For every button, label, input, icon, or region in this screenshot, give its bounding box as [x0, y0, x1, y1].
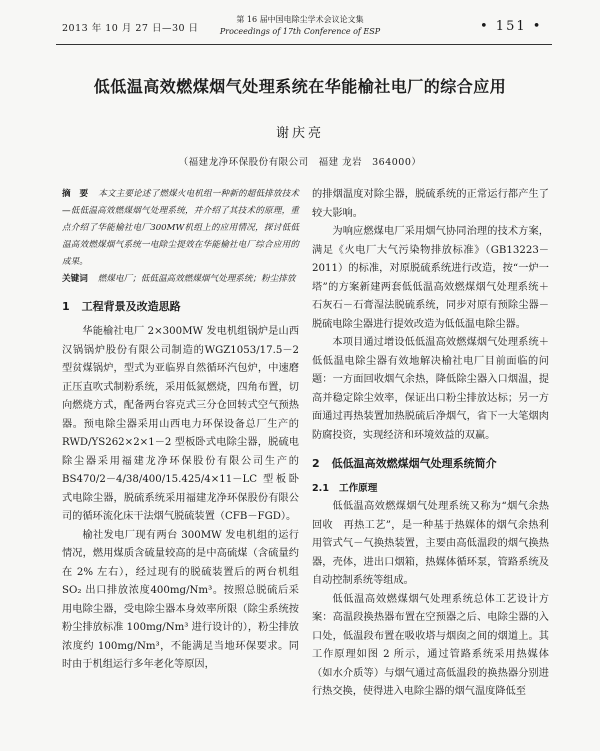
paper-author: 谢庆亮	[275, 126, 324, 141]
subsection-2-1-heading	[312, 480, 549, 494]
section-1-paragraph: 华能榆社电厂 2×300MW 发电机组锅炉是山西汉锅锅炉股份有限公司制造的WGZ1053/17.5－2 型贫煤锅炉，型式为亚临界自然循环汽包炉，中速磨正压直吹式制粉系统，采用低氮燃烧，四角布置，切向燃烧方式，配备两台容克式三分仓回转式空气预热器。预电除尘器采用山西电力环保设备总厂生产的 RWD/YS262×2×1－2 型板卧式电除尘器，脱硫电除尘器采用福建龙净环保股份有限公司生产的 BS470/2－4/38/400/15.425/4×11－LC 型板卧式电除尘器，脱硫系统采用福建龙净环保股份有限公司的循环流化床干法烟气脱硫装置（CFB－FGD）。	[62, 326, 299, 522]
abstract-label: 摘 要	[62, 189, 89, 199]
body-paragraph: 本项目通过增设低低温高效燃煤烟气处理系统＋低低温电除尘器有效地解决榆社电厂目前面临的问题：一方面回收烟气余热，降低除尘器入口烟温，提高并稳定除尘效率，保证出口粉尘排放达标；另一方面通过再热装置加热脱硫后净烟气，省下一大笔烟肉防腐投资，实现经济和环境效益的双赢。	[312, 337, 549, 441]
abstract-text: 本文主要论述了燃煤火电机组一种新的超低排放技术—低低温高效燃煤烟气处理系统，并介绍了其技术的原理，重点介绍了华能榆社电厂300MW机组上的应用情况，探讨低低温高效燃煤烟气系统一电除尘提效在华能榆社电厂综合应用的成果。	[62, 189, 299, 267]
paper-title: 低低温高效燃煤烟气处理系统在华能榆社电厂的综合应用	[93, 77, 507, 96]
proceedings-title-cn: 第 16 届中国电除尘学术会议论文集	[236, 15, 364, 24]
section-2-heading	[312, 455, 549, 471]
header-rule	[56, 44, 552, 45]
section-2-paragraph: 低低温高效燃煤烟气处理系统又称为“烟气余热回收 再热工艺”，是一种基于热媒体的烟气余热利用管式气－气换热装置，主要由高低温段的烟气换热器，壳体，进出口烟箱，热媒体循环泵，管路系统及自动控制系统等组成。	[312, 501, 549, 586]
keywords-label: 关键词	[62, 274, 88, 284]
subsection-2-1-title: 工作原理	[339, 483, 378, 494]
section-1-paragraph: 榆社发电厂现有两台 300MW 发电机组的运行情况，燃用煤质含硫量较高的是中高硫煤（含硫量约在 2% 左右），经过现有的脱硫装置后的两台机组 SO₂ 出口排放浓度400mg/Nm³。按照总脱硫后采用电除尘器，受电除尘器本身效率所限（除尘系统按粉尘排放标准 100mg/Nm³ 进行设计的），粉尘排放浓度约 100mg/Nm³，不能满足当地环保要求。同时由于机组运行多年老化等原因，	[62, 529, 299, 670]
proceedings-title-en: Proceedings of 17th Conference of ESP	[219, 27, 381, 36]
page-header	[0, 0, 600, 44]
page-number: • 151 •	[480, 19, 543, 34]
section-1-heading	[62, 298, 299, 314]
abstract	[62, 186, 299, 271]
section-1-title: 工程背景及改造思路	[81, 300, 181, 313]
section-2-paragraph: 低低温高效燃煤烟气处理系统总体工艺设计方案：高温段换热器布置在空预器之后、电除尘器的入口处，低温段布置在吸收塔与烟囱之间的烟道上。其工作原理如图 2 所示，通过管路系统采用热媒体（如水介质等）与烟气通过高低温段的换热器分别进行热交换，使得进入电除尘器的烟气温度降低至	[312, 593, 549, 697]
right-column	[312, 186, 549, 702]
subsection-2-1-number: 2.1	[312, 483, 329, 494]
author-affiliation: （福建龙净环保股份有限公司 福建 龙岩 364000）	[178, 157, 422, 168]
keywords-text: 燃煤电厂；低低温高效燃煤烟气处理系统；粉尘排放	[97, 274, 296, 284]
body-paragraph: 为响应燃煤电厂采用烟气协同治理的技术方案，满足《火电厂大气污染物排放标准》（GB13223－2011）的标准，对原脱硫系统进行改造，按“一炉一塔”的方案新建两套低低温高效燃煤烟气处理系统＋石灰石－石膏湿法脱硫系统，同步对原有预除尘器－脱硫电除尘器进行提效改造为低低温电除尘器。	[312, 226, 549, 330]
section-1-number: 1	[62, 300, 70, 313]
section-2-title: 低低温高效燃煤烟气处理系统简介	[331, 457, 497, 470]
conference-dates: 2013 年 10 月 27 日—30 日	[62, 23, 199, 34]
continued-paragraph: 的排烟温度对除尘器，脱硫系统的正常运行都产生了较大影响。	[312, 189, 549, 219]
left-column	[62, 186, 299, 675]
section-2-number: 2	[312, 457, 320, 470]
keywords	[62, 271, 299, 288]
